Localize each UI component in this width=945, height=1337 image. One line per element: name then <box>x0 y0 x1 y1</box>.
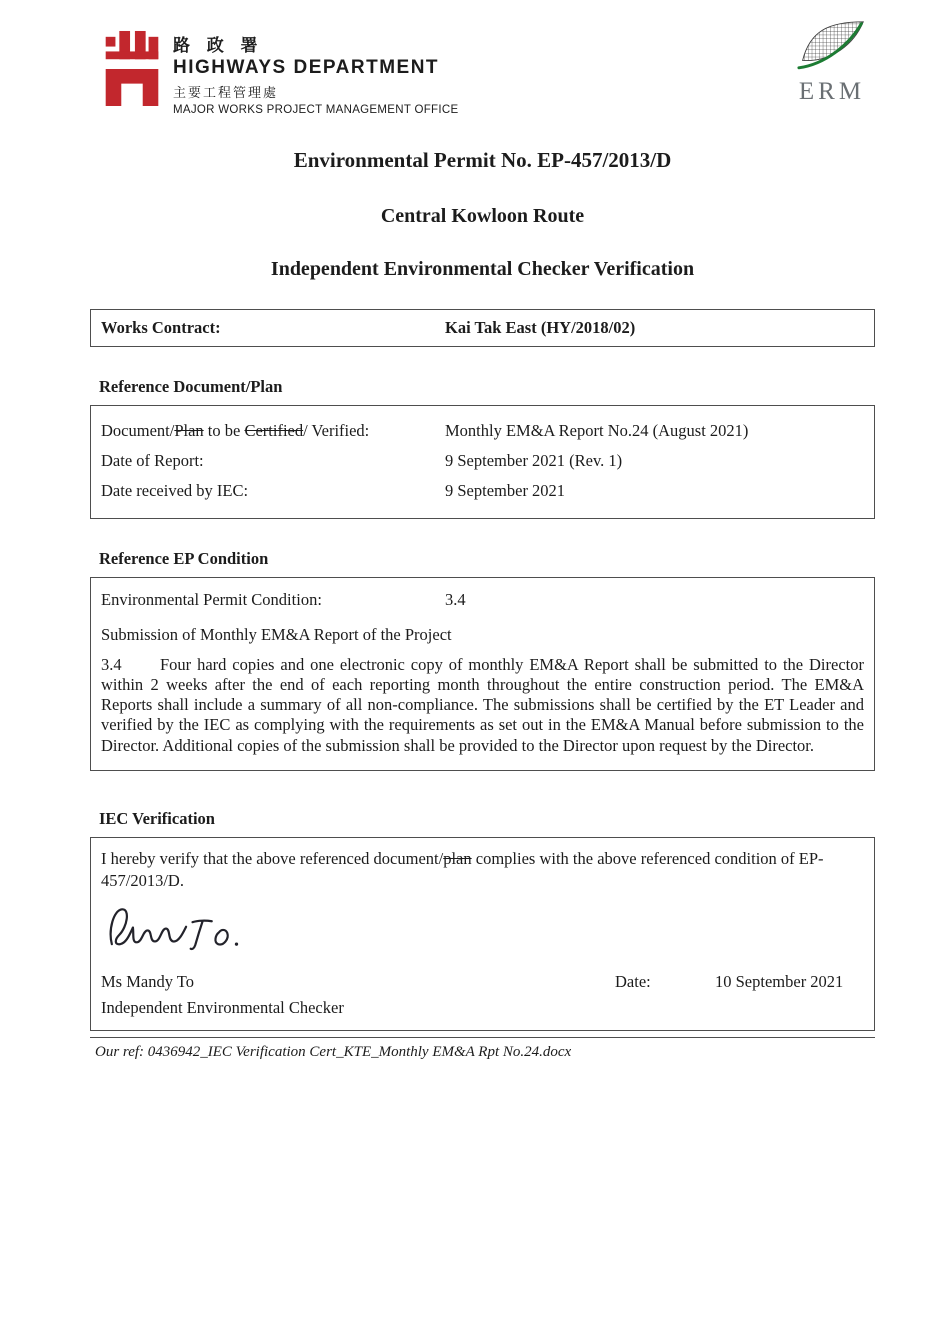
iec-verification-box <box>90 837 875 1032</box>
works-contract-label: Works Contract: <box>101 318 221 337</box>
department-names <box>173 30 458 116</box>
reference-ep-box <box>90 577 875 771</box>
label-text-part: to be <box>203 421 245 440</box>
highways-department-logo-icon <box>104 30 160 106</box>
date-of-report-row <box>101 446 864 476</box>
strikethrough-plan-text: Plan <box>174 421 204 440</box>
verification-statement <box>101 848 864 893</box>
document-header <box>0 0 945 118</box>
date-received-row <box>101 476 864 506</box>
date-label: Date: <box>615 972 651 992</box>
dept-name-chinese: 路 政 署 <box>173 36 264 55</box>
document-to-be-verified-label <box>101 421 445 441</box>
document-body <box>90 148 875 1061</box>
reference-ep-heading: Reference EP Condition <box>99 549 269 568</box>
statement-text-part: I hereby verify that the above referenced document/ <box>101 848 444 868</box>
document-to-be-verified-row <box>101 416 864 446</box>
ep-condition-clause <box>101 655 864 756</box>
iec-verification-heading: IEC Verification <box>99 808 215 828</box>
erm-logo-icon <box>797 20 867 77</box>
signer-name: Ms Mandy To <box>101 972 194 992</box>
works-contract-row <box>101 318 864 338</box>
dept-name-english: HIGHWAYS DEPARTMENT <box>173 57 440 78</box>
signer-date-row <box>101 972 864 992</box>
ep-condition-subject: Submission of Monthly EM&A Report of the Project <box>101 625 452 644</box>
document-to-be-verified-value: Monthly EM&A Report No.24 (August 2021) <box>445 421 749 440</box>
office-name-english: MAJOR WORKS PROJECT MANAGEMENT OFFICE <box>173 104 459 116</box>
date-received-label: Date received by IEC: <box>101 481 249 500</box>
strikethrough-plan-text: plan <box>443 848 472 868</box>
reference-document-box <box>90 405 875 519</box>
erm-logo-block <box>791 20 873 106</box>
strikethrough-certified-text: Certified <box>244 421 304 440</box>
clause-text: Four hard copies and one electronic copy of monthly EM&A Report shall be submitted to the Director within 2 weeks after the end of each reporting month throughout the entire construction period. The EM&A Reports shall include a summary of all non-compliance. The submissions shall be certified by the ET Leader and verified by the IEC as complying with the requirements as set out in the EM&A Manual before submission to the Director. Additional copies of the submission shall be provided to the Director upon request by the Director. <box>101 655 864 755</box>
clause-number: 3.4 <box>101 655 122 674</box>
office-name-chinese: 主要工程管理處 <box>173 85 279 100</box>
date-of-report-value: 9 September 2021 (Rev. 1) <box>445 451 623 470</box>
label-text-part: Document/ <box>101 421 175 440</box>
permit-number-title: Environmental Permit No. EP-457/2013/D <box>293 148 672 172</box>
signer-title: Independent Environmental Checker <box>101 998 344 1018</box>
document-title: Independent Environmental Checker Verification <box>270 258 695 280</box>
ep-condition-value: 3.4 <box>445 590 466 609</box>
works-contract-value: Kai Tak East (HY/2018/02) <box>445 318 636 337</box>
date-received-value: 9 September 2021 <box>445 481 566 500</box>
project-title: Central Kowloon Route <box>380 205 585 227</box>
highways-department-block <box>104 30 458 116</box>
label-text-part: / Verified: <box>303 421 370 440</box>
date-of-report-label: Date of Report: <box>101 451 204 470</box>
date-value: 10 September 2021 <box>715 972 844 992</box>
our-ref-text: Our ref: 0436942_IEC Verification Cert_KTE_Monthly EM&A Rpt No.24.docx <box>95 1044 572 1061</box>
statement-text-part: complies with the above referenced condition of EP-457/2013/D. <box>101 848 824 890</box>
reference-document-heading: Reference Document/Plan <box>99 377 283 396</box>
ep-condition-row <box>101 587 864 613</box>
works-contract-box <box>90 309 875 347</box>
signature-scribble-icon <box>105 902 280 957</box>
signature <box>105 902 864 960</box>
footer-divider <box>90 1037 875 1038</box>
ep-condition-label: Environmental Permit Condition: <box>101 590 322 609</box>
erm-logo-text: ERM <box>798 78 866 105</box>
